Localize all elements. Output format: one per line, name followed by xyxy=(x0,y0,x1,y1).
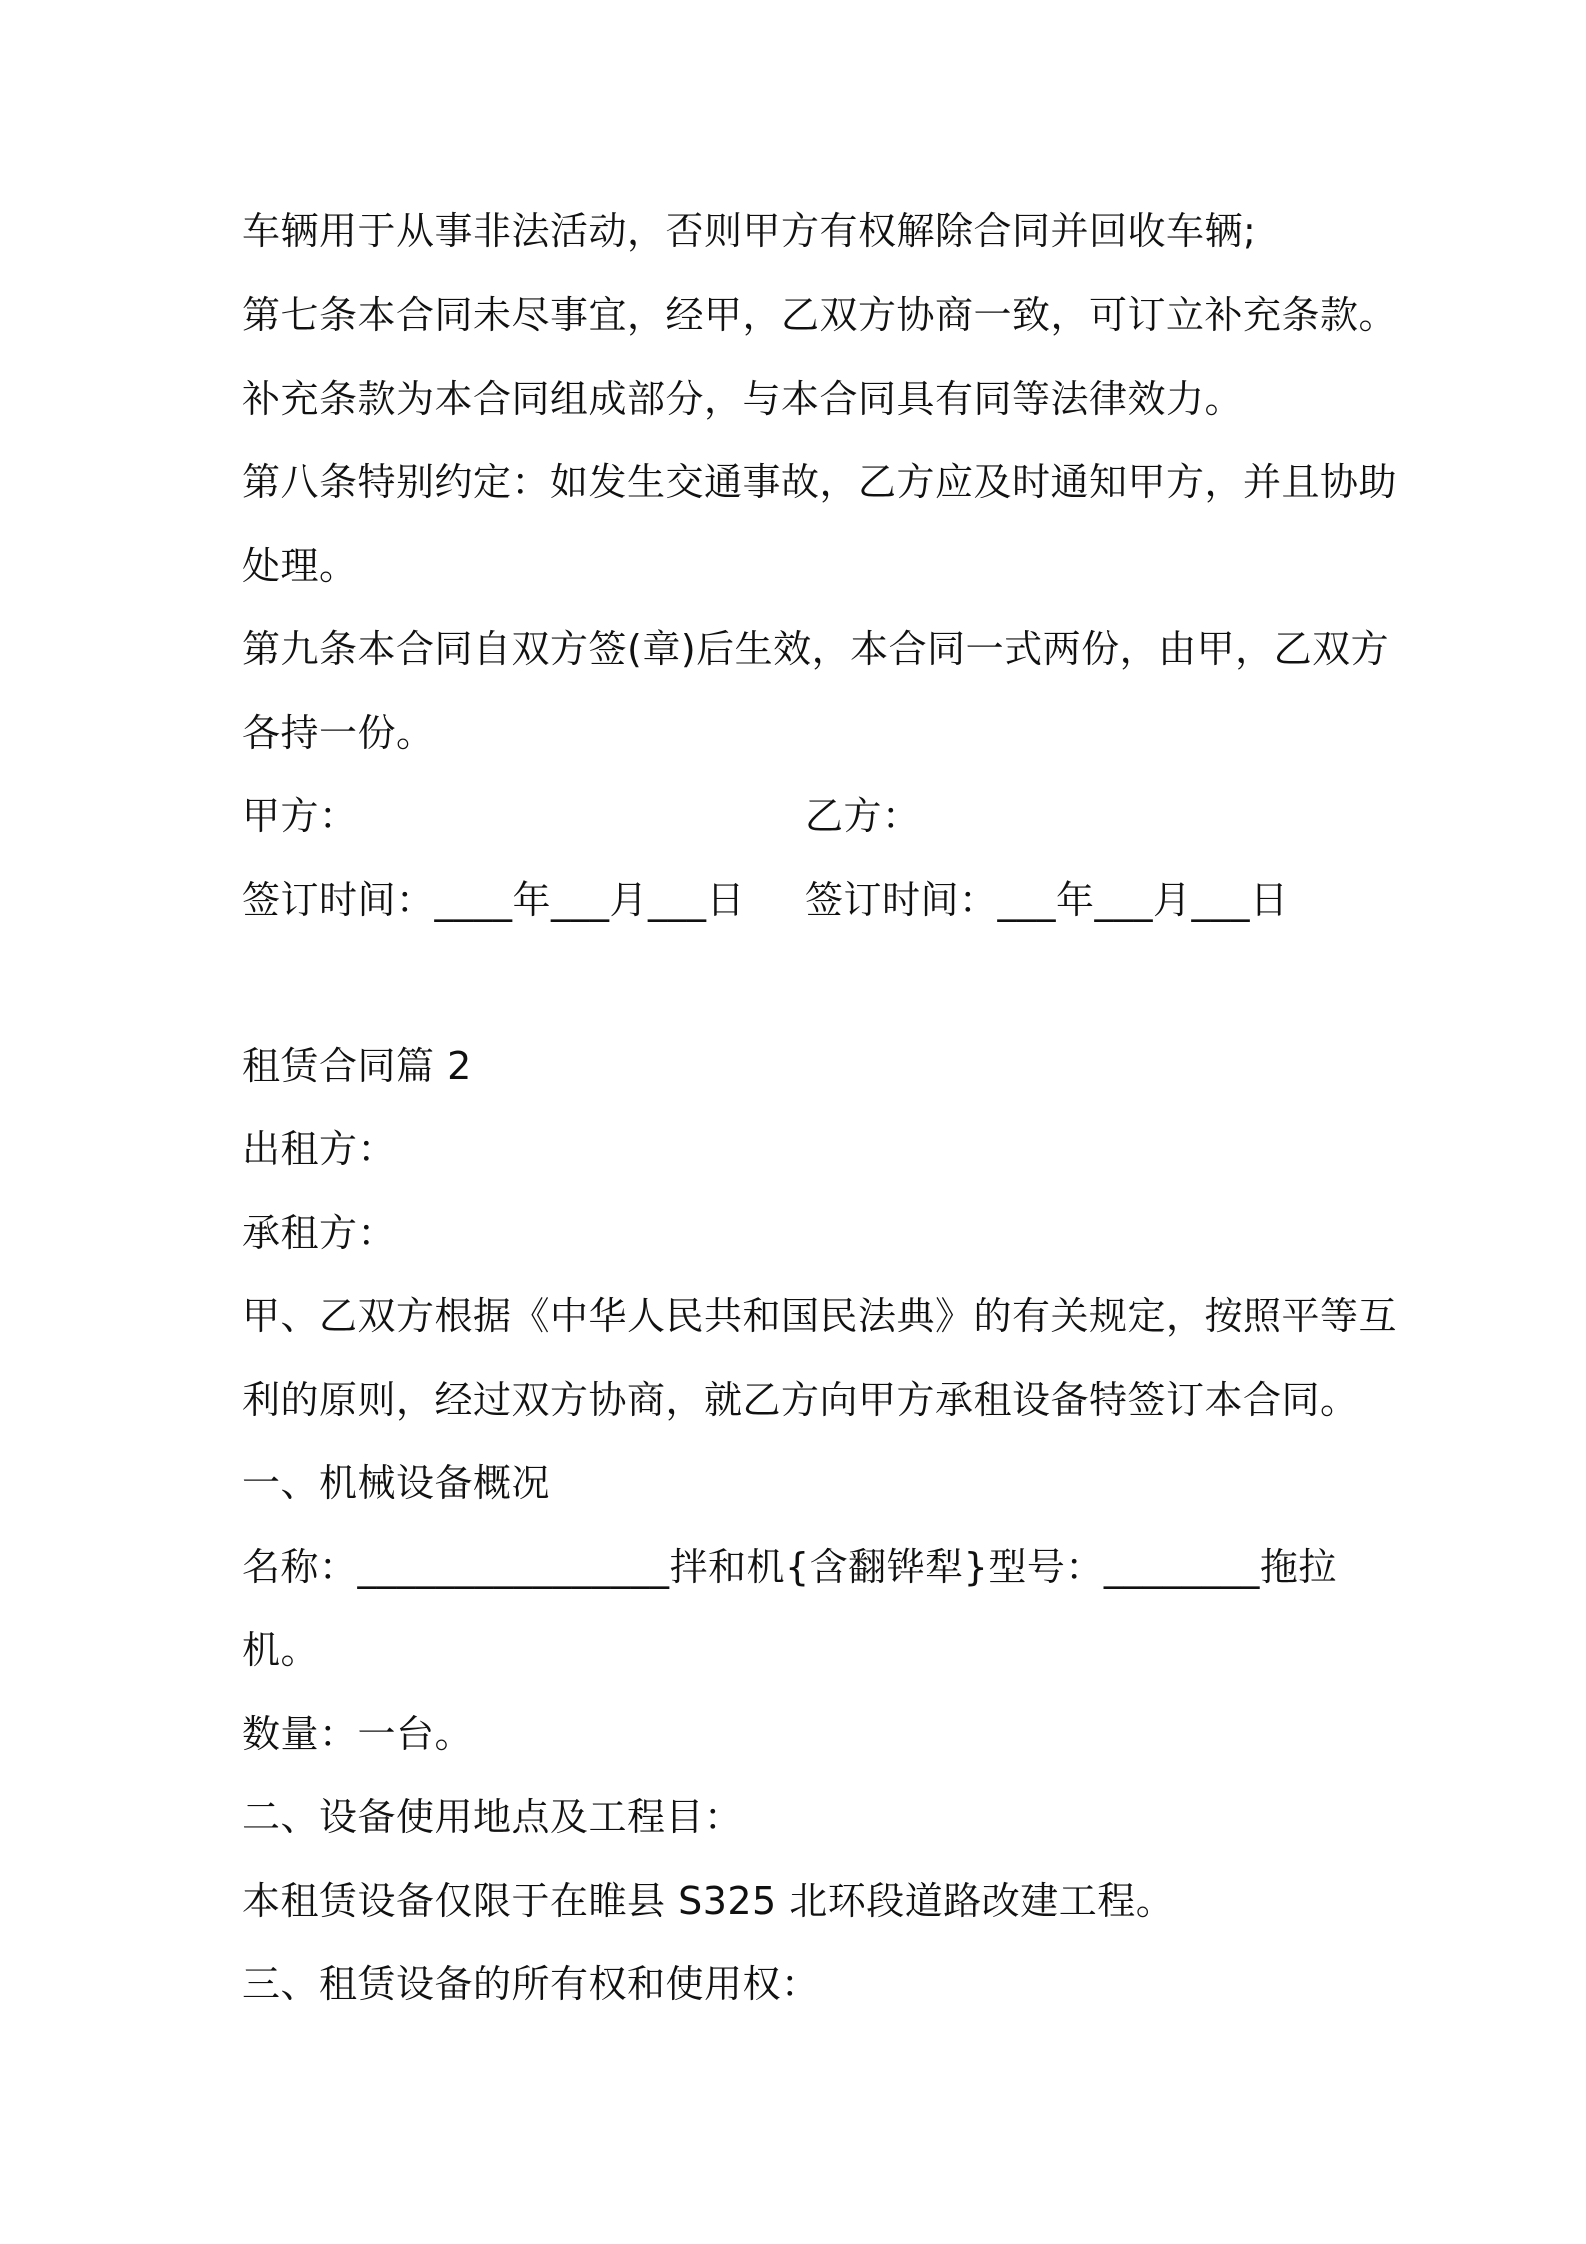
text-line-preamble-1: 甲、乙双方根据《中华人民共和国民法典》的有关规定，按照平等互 xyxy=(242,1294,1398,1338)
text-line-equipment-name-cont: 机。 xyxy=(242,1628,320,1672)
heading-ownership: 三、租赁设备的所有权和使用权： xyxy=(242,1962,820,2006)
text-line-article-9: 第九条本合同自双方签(章)后生效，本合同一式两份，由甲，乙双方 xyxy=(242,627,1390,671)
party-a-label: 甲方： xyxy=(242,794,358,838)
party-b-label: 乙方： xyxy=(805,794,921,838)
text-line-article-7: 第七条本合同未尽事宜，经甲，乙双方协商一致，可订立补充条款。 xyxy=(242,293,1398,337)
lessor-label: 出租方： xyxy=(242,1127,397,1171)
lessee-label: 承租方： xyxy=(242,1211,397,1255)
heading-equipment-overview: 一、机械设备概况 xyxy=(242,1461,551,1505)
text-line-vehicle-illegal: 车辆用于从事非法活动，否则甲方有权解除合同并回收车辆; xyxy=(242,209,1257,253)
text-line-location: 本租赁设备仅限于在睢县 S325 北环段道路改建工程。 xyxy=(242,1879,1175,1923)
text-line-supplement: 补充条款为本合同组成部分，与本合同具有同等法律效力。 xyxy=(242,377,1244,421)
text-line-each-hold: 各持一份。 xyxy=(242,711,435,755)
party-a-sign-date: 签订时间：____年___月___日 xyxy=(242,878,746,922)
heading-usage-location: 二、设备使用地点及工程目： xyxy=(242,1795,743,1839)
text-line-handle: 处理。 xyxy=(242,544,358,588)
text-line-article-8: 第八条特别约定：如发生交通事故，乙方应及时通知甲方，并且协助 xyxy=(242,460,1398,504)
text-line-equipment-name: 名称：________________拌和机{含翻铧犁}型号：________拖拉 xyxy=(242,1545,1337,1589)
party-b-sign-date: 签订时间：___年___月___日 xyxy=(805,878,1289,922)
text-line-preamble-2: 利的原则，经过双方协商，就乙方向甲方承租设备特签订本合同。 xyxy=(242,1378,1359,1422)
text-line-quantity: 数量：一台。 xyxy=(242,1712,474,1756)
section-title: 租赁合同篇 2 xyxy=(242,1044,472,1088)
